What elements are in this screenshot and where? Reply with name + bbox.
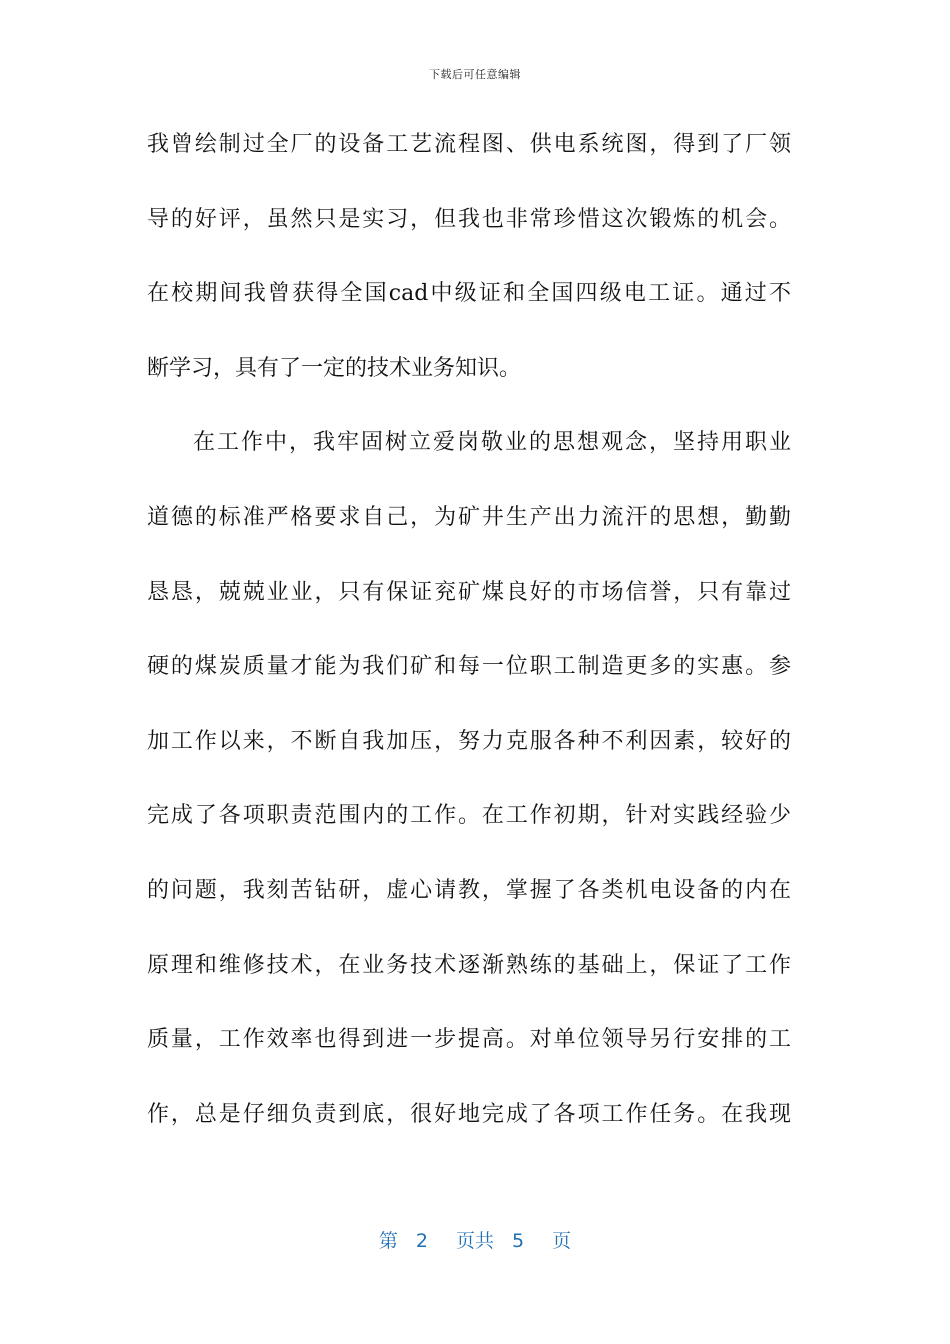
text-line: 作，总是仔细负责到底，很好地完成了各项工作任务。在我现 bbox=[147, 1101, 791, 1127]
header-note: 下载后可任意编辑 bbox=[429, 68, 521, 81]
footer-prefix: 第 bbox=[378, 1230, 398, 1252]
text-line: 加工作以来，不断自我加压，努力克服各种不利因素，较好的 bbox=[147, 728, 791, 754]
text-line: 完成了各项职责范围内的工作。在工作初期，针对实践经验少 bbox=[147, 803, 791, 829]
text-line: 的问题，我刻苦钻研，虚心请教，掌握了各类机电设备的内在 bbox=[147, 877, 791, 903]
text-line: 硬的煤炭质量才能为我们矿和每一位职工制造更多的实惠。参 bbox=[147, 654, 791, 680]
footer-suffix: 页 bbox=[552, 1230, 572, 1252]
footer-total-pages: 5 bbox=[512, 1230, 525, 1252]
text-line: 在校期间我曾获得全国cad中级证和全国四级电工证。通过不 bbox=[147, 281, 791, 307]
page-footer bbox=[0, 1226, 950, 1253]
text-line: 原理和维修技术，在业务技术逐渐熟练的基础上，保证了工作 bbox=[147, 952, 791, 978]
body-text bbox=[147, 120, 791, 1164]
text-line: 断学习，具有了一定的技术业务知识。 bbox=[147, 355, 522, 381]
footer-middle: 页共 bbox=[455, 1230, 494, 1252]
text-line: 导的好评，虽然只是实习，但我也非常珍惜这次锻炼的机会。 bbox=[147, 206, 791, 232]
footer-current-page: 2 bbox=[415, 1230, 428, 1252]
text-line: 道德的标准严格要求自己，为矿井生产出力流汗的思想，勤勤 bbox=[147, 504, 791, 530]
text-line: 我曾绘制过全厂的设备工艺流程图、供电系统图，得到了厂领 bbox=[147, 132, 791, 157]
text-line: 恳恳，兢兢业业，只有保证兖矿煤良好的市场信誉，只有靠过 bbox=[147, 579, 791, 605]
text-line: 质量，工作效率也得到进一步提高。对单位领导另行安排的工 bbox=[147, 1027, 791, 1053]
text-line: 在工作中，我牢固树立爱岗敬业的思想观念，坚持用职业 bbox=[193, 430, 791, 456]
